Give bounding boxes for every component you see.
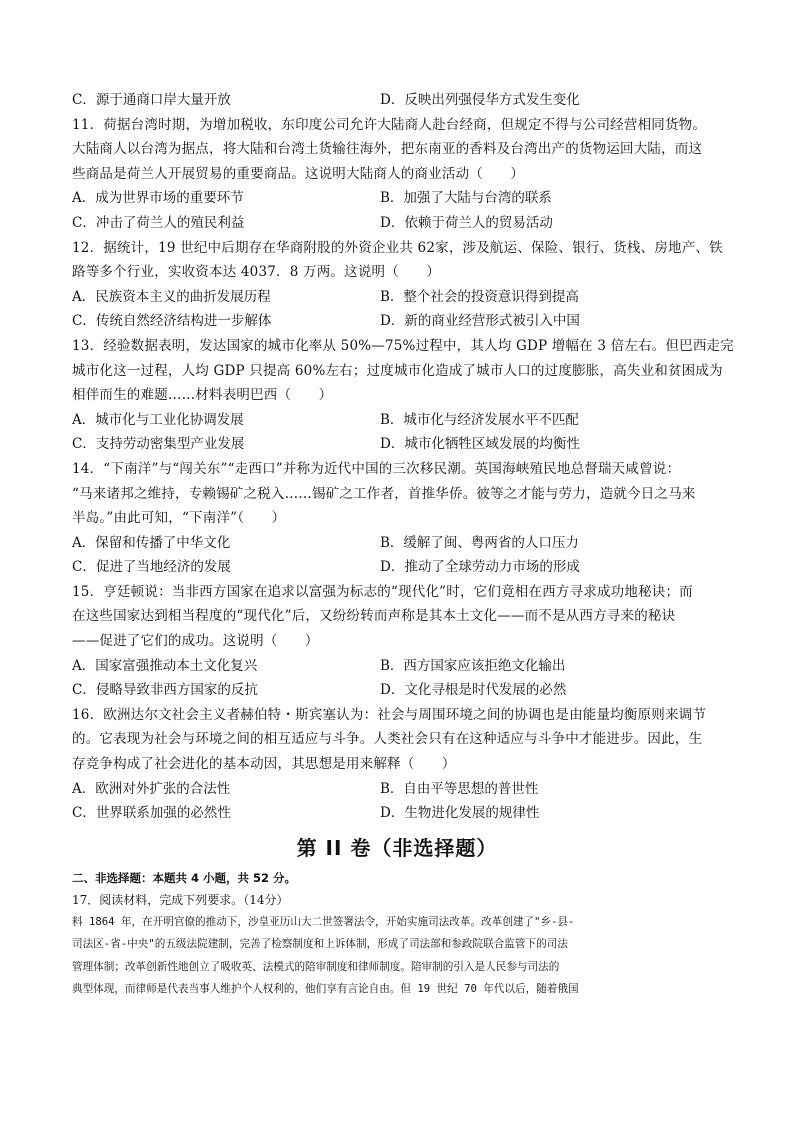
- question-15: [72, 580, 722, 703]
- q10-options-row: [72, 88, 722, 113]
- q16-option-c[interactable]: C．世界联系加强的必然性: [72, 805, 231, 822]
- q16-option-a[interactable]: A．欧洲对外扩张的合法性: [72, 780, 231, 797]
- question-11: [72, 113, 722, 236]
- q13-options-row: [72, 408, 722, 433]
- question-13: [72, 334, 734, 457]
- material-line: 司法区-省-中央"的五级法院建制，完善了检察制度和上诉体制，形成了司法部和参政院联合监管下的司法: [72, 938, 568, 951]
- q14-option-b[interactable]: B．缓解了闽、粤两省的人口压力: [380, 534, 579, 551]
- question-17-intro: 17．阅读材料，完成下列要求。（14分）: [72, 892, 289, 907]
- q15-options-row: [72, 654, 722, 679]
- question-11-line: 大陆商人以台湾为据点，将大陆和台湾土货输往海外，把东南亚的香料及台湾出产的货物运回大陆，而这: [72, 141, 703, 158]
- q12-options-row: [72, 285, 722, 310]
- q11-option-c[interactable]: C．冲击了荷兰人的殖民利益: [72, 214, 245, 231]
- q11-option-d[interactable]: D．依赖于荷兰人的贸易活动: [380, 214, 553, 231]
- q15-option-b[interactable]: B．西方国家应该拒绝文化输出: [380, 657, 566, 674]
- question-11-line: 些商品是荷兰人开展贸易的重要商品。这说明大陆商人的商业活动（ ）: [72, 165, 525, 182]
- question-13-line: 相伴而生的难题……材料表明巴西（ ）: [72, 387, 333, 404]
- q12-option-c[interactable]: C．传统自然经济结构进一步解体: [72, 313, 272, 330]
- question-14-line: 14．“下南洋”与“闯关东”“走西口”并称为近代中国的三次移民潮。英国海峡殖民地总督瑞天咸曾说：: [72, 460, 681, 477]
- q13-options-row: [72, 432, 722, 457]
- q10-option-c[interactable]: C．源于通商口岸大量开放: [72, 92, 231, 108]
- material-line: 料 1864 年，在开明官僚的推动下，沙皇亚历山大二世签署法令，开始实施司法改革。改革创建了"乡-县-: [72, 915, 575, 928]
- question-13-line: 13．经验数据表明，发达国家的城市化率从 50%—75%过程中，其人均 GDP 增幅在 3 倍左右。但巴西走完: [72, 337, 734, 354]
- question-16-line: 16．欧洲达尔文社会主义者赫伯特・斯宾塞认为：社会与周围环境之间的协调也是由能量均衡原则来调节: [72, 706, 707, 723]
- q13-option-a[interactable]: A．城市化与工业化协调发展: [72, 411, 244, 428]
- q11-option-a[interactable]: A．成为世界市场的重要环节: [72, 190, 244, 207]
- question-12-line: 路等多个行业，实收资本达 4037．8 万两。这说明（ ）: [72, 264, 441, 281]
- q14-option-d[interactable]: D．推动了全球劳动力市场的形成: [380, 559, 580, 576]
- q15-option-c[interactable]: C．侵略导致非西方国家的反抗: [72, 682, 258, 699]
- q12-option-b[interactable]: B．整个社会的投资意识得到提高: [380, 288, 579, 305]
- q12-option-d[interactable]: D．新的商业经营形式被引入中国: [380, 313, 580, 330]
- question-16-line: 存竞争构成了社会进化的基本动因，其思想是用来解释（ ）: [72, 756, 456, 773]
- q13-option-b[interactable]: B．城市化与经济发展水平不匹配: [380, 411, 579, 428]
- q12-options-row: [72, 309, 722, 334]
- q11-option-b[interactable]: B．加强了大陆与台湾的联系: [380, 190, 552, 207]
- q11-options-row: [72, 211, 722, 236]
- q11-options-row: [72, 186, 722, 211]
- q14-option-a[interactable]: A．保留和传播了中华文化: [72, 534, 231, 551]
- q15-option-d[interactable]: D．文化寻根是时代发展的必然: [380, 682, 567, 699]
- question-11-line: 11．荷据台湾时期，为增加税收，东印度公司允许大陆商人赴台经商，但规定不得与公司经营相同货物。: [72, 116, 707, 133]
- q16-options-row: [72, 777, 722, 802]
- question-14-line: 半岛。”由此可知，“下南洋”（ ）: [72, 510, 286, 527]
- q13-option-d[interactable]: D．城市化牺牲区域发展的均衡性: [380, 436, 580, 453]
- question-16: [72, 703, 722, 826]
- q16-option-d[interactable]: D．生物进化发展的规律性: [380, 805, 540, 822]
- question-15-line: ——促进了它们的成功。这说明（ ）: [72, 633, 319, 650]
- material-line: 典型体现，而律师是代表当事人维护个人权利的，他们享有言论自由。但 19 世纪 70 年代以后，随着俄国: [72, 983, 579, 996]
- q10-option-d[interactable]: D．反映出列强侵华方式发生变化: [380, 92, 580, 108]
- q12-option-a[interactable]: A．民族资本主义的曲折发展历程: [72, 288, 271, 305]
- q14-options-row: [72, 555, 722, 580]
- question-13-line: 城市化这一过程，人均 GDP 只提高 60%左右；过度城市化造成了城市人口的过度膨胀，高失业和贫困成为: [72, 362, 723, 379]
- q16-options-row: [72, 801, 722, 826]
- q15-options-row: [72, 678, 722, 703]
- material-line: 管理体制；改革创新性地创立了吸收英、法模式的陪审制度和律师制度。陪审制的引入是人民参与司法的: [72, 960, 560, 973]
- exam-page: [72, 88, 734, 1000]
- question-15-line: 15．亨廷顿说：当非西方国家在追求以富强为标志的“现代化”时，它们竟相在西方寻求成功地秘诀；而: [72, 583, 693, 600]
- question-12: [72, 236, 722, 334]
- question-17-material: [72, 911, 722, 1001]
- q15-option-a[interactable]: A．国家富强推动本土文化复兴: [72, 657, 258, 674]
- question-16-line: 的。它表现为社会与环境之间的相互适应与斗争。人类社会只有在这种适应与斗争中才能进步。因此，生: [72, 731, 703, 748]
- question-14-line: “马来诸邦之维持，专赖锡矿之税入……锡矿之工作者，首推华侨。彼等之才能与劳力，造就今日之马来: [72, 485, 696, 502]
- question-14: [72, 457, 722, 580]
- question-12-line: 12．据统计，19 世纪中后期存在华商附股的外资企业共 62家，涉及航运、保险、银行、货栈、房地产、铁: [72, 239, 723, 256]
- question-15-line: 在这些国家达到相当程度的“现代化”后，又纷纷转而声称是其本土文化——而不是从西方寻来的秘诀: [72, 608, 676, 625]
- q14-options-row: [72, 531, 722, 556]
- q14-option-c[interactable]: C．促进了当地经济的发展: [72, 559, 231, 576]
- section-title: 第 II 卷（非选择题）: [296, 835, 498, 860]
- q13-option-c[interactable]: C．支持劳动密集型产业发展: [72, 436, 245, 453]
- q16-option-b[interactable]: B．自由平等思想的普世性: [380, 780, 539, 797]
- part2-heading: 二、非选择题：本题共 4 小题，共 52 分。: [72, 870, 297, 885]
